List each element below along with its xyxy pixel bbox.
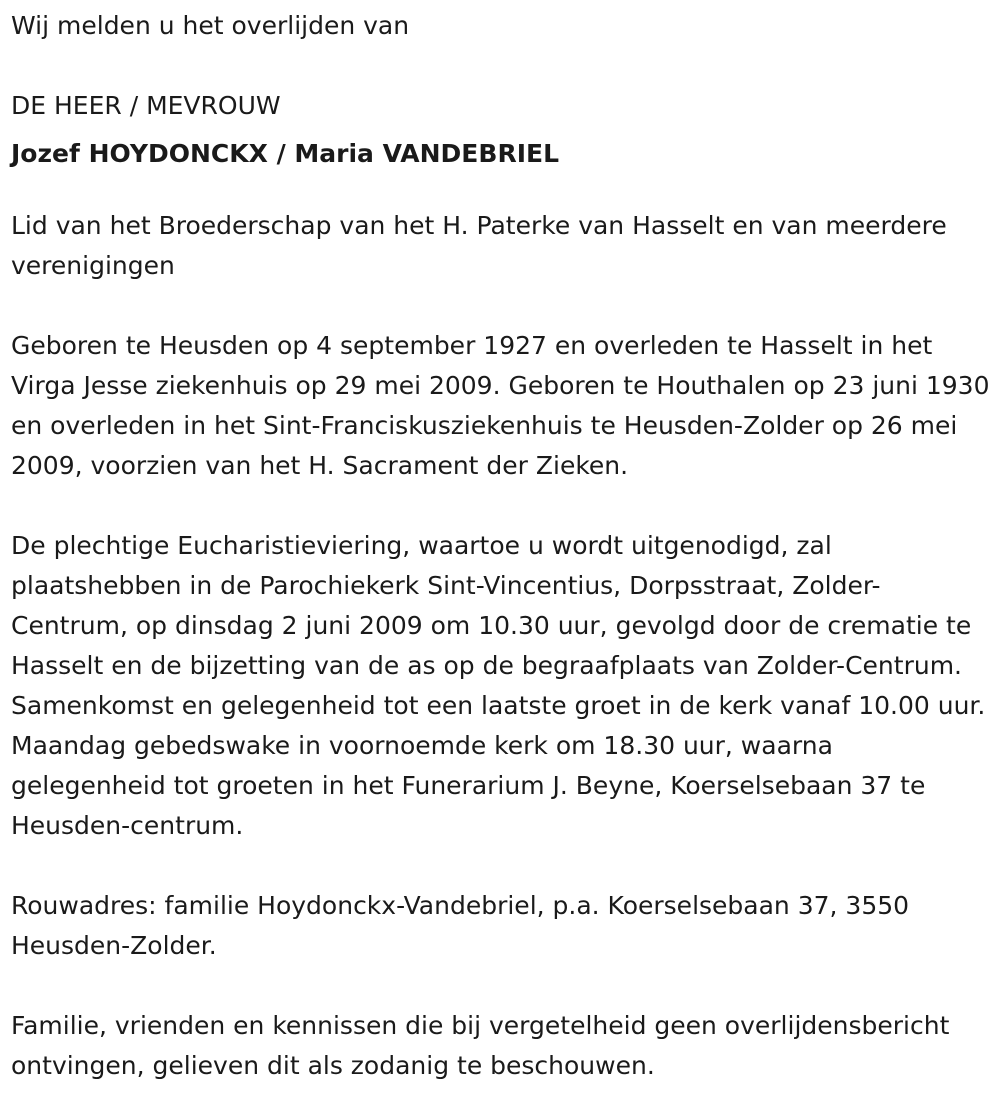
closing-paragraph: Familie, vrienden en kennissen die bij vergetelheid geen overlijdensbericht ontvingen, gelieven dit als zodanig te beschouwen. [11, 1011, 950, 1080]
membership-paragraph: Lid van het Broederschap van het H. Paterke van Hasselt en van meerdere verenigingen [11, 211, 947, 280]
obituary-notice [11, 6, 991, 1086]
spacer [11, 286, 991, 326]
birth-death-paragraph: Geboren te Heusden op 4 september 1927 en overleden te Hasselt in het Virga Jesse ziekenhuis op 29 mei 2009. Geboren te Houthalen op 23 juni 1930 en overleden in het Sint-Franciskusziekenhuis te Heusden-Zolder op 26 mei 2009, voorzien van het H. Sacrament der Zieken. [11, 331, 990, 480]
spacer [11, 174, 991, 206]
address-paragraph: Rouwadres: familie Hoydonckx-Vandebriel, p.a. Koerselsebaan 37, 3550 Heusden-Zolder. [11, 891, 910, 960]
spacer [11, 846, 991, 886]
title-text: DE HEER / MEVROUW [11, 91, 281, 120]
intro-text: Wij melden u het overlijden van [11, 11, 410, 40]
spacer [11, 486, 991, 526]
spacer [11, 46, 991, 86]
spacer [11, 966, 991, 1006]
deceased-names: Jozef HOYDONCKX / Maria VANDEBRIEL [11, 139, 559, 168]
ceremony-paragraph: De plechtige Eucharistieviering, waartoe u wordt uitgenodigd, zal plaatshebben in de Parochiekerk Sint-Vincentius, Dorpsstraat, Zolder-Centrum, op dinsdag 2 juni 2009 om 10.30 uur, gevolgd door de crematie te Hasselt en de bijzetting van de as op de begraafplaats van Zolder-Centrum. Samenkomst en gelegenheid tot een laatste groet in de kerk vanaf 10.00 uur. Maandag gebedswake in voornoemde kerk om 18.30 uur, waarna gelegenheid tot groeten in het Funerarium J. Beyne, Koerselsebaan 37 te Heusden-centrum. [11, 531, 986, 840]
